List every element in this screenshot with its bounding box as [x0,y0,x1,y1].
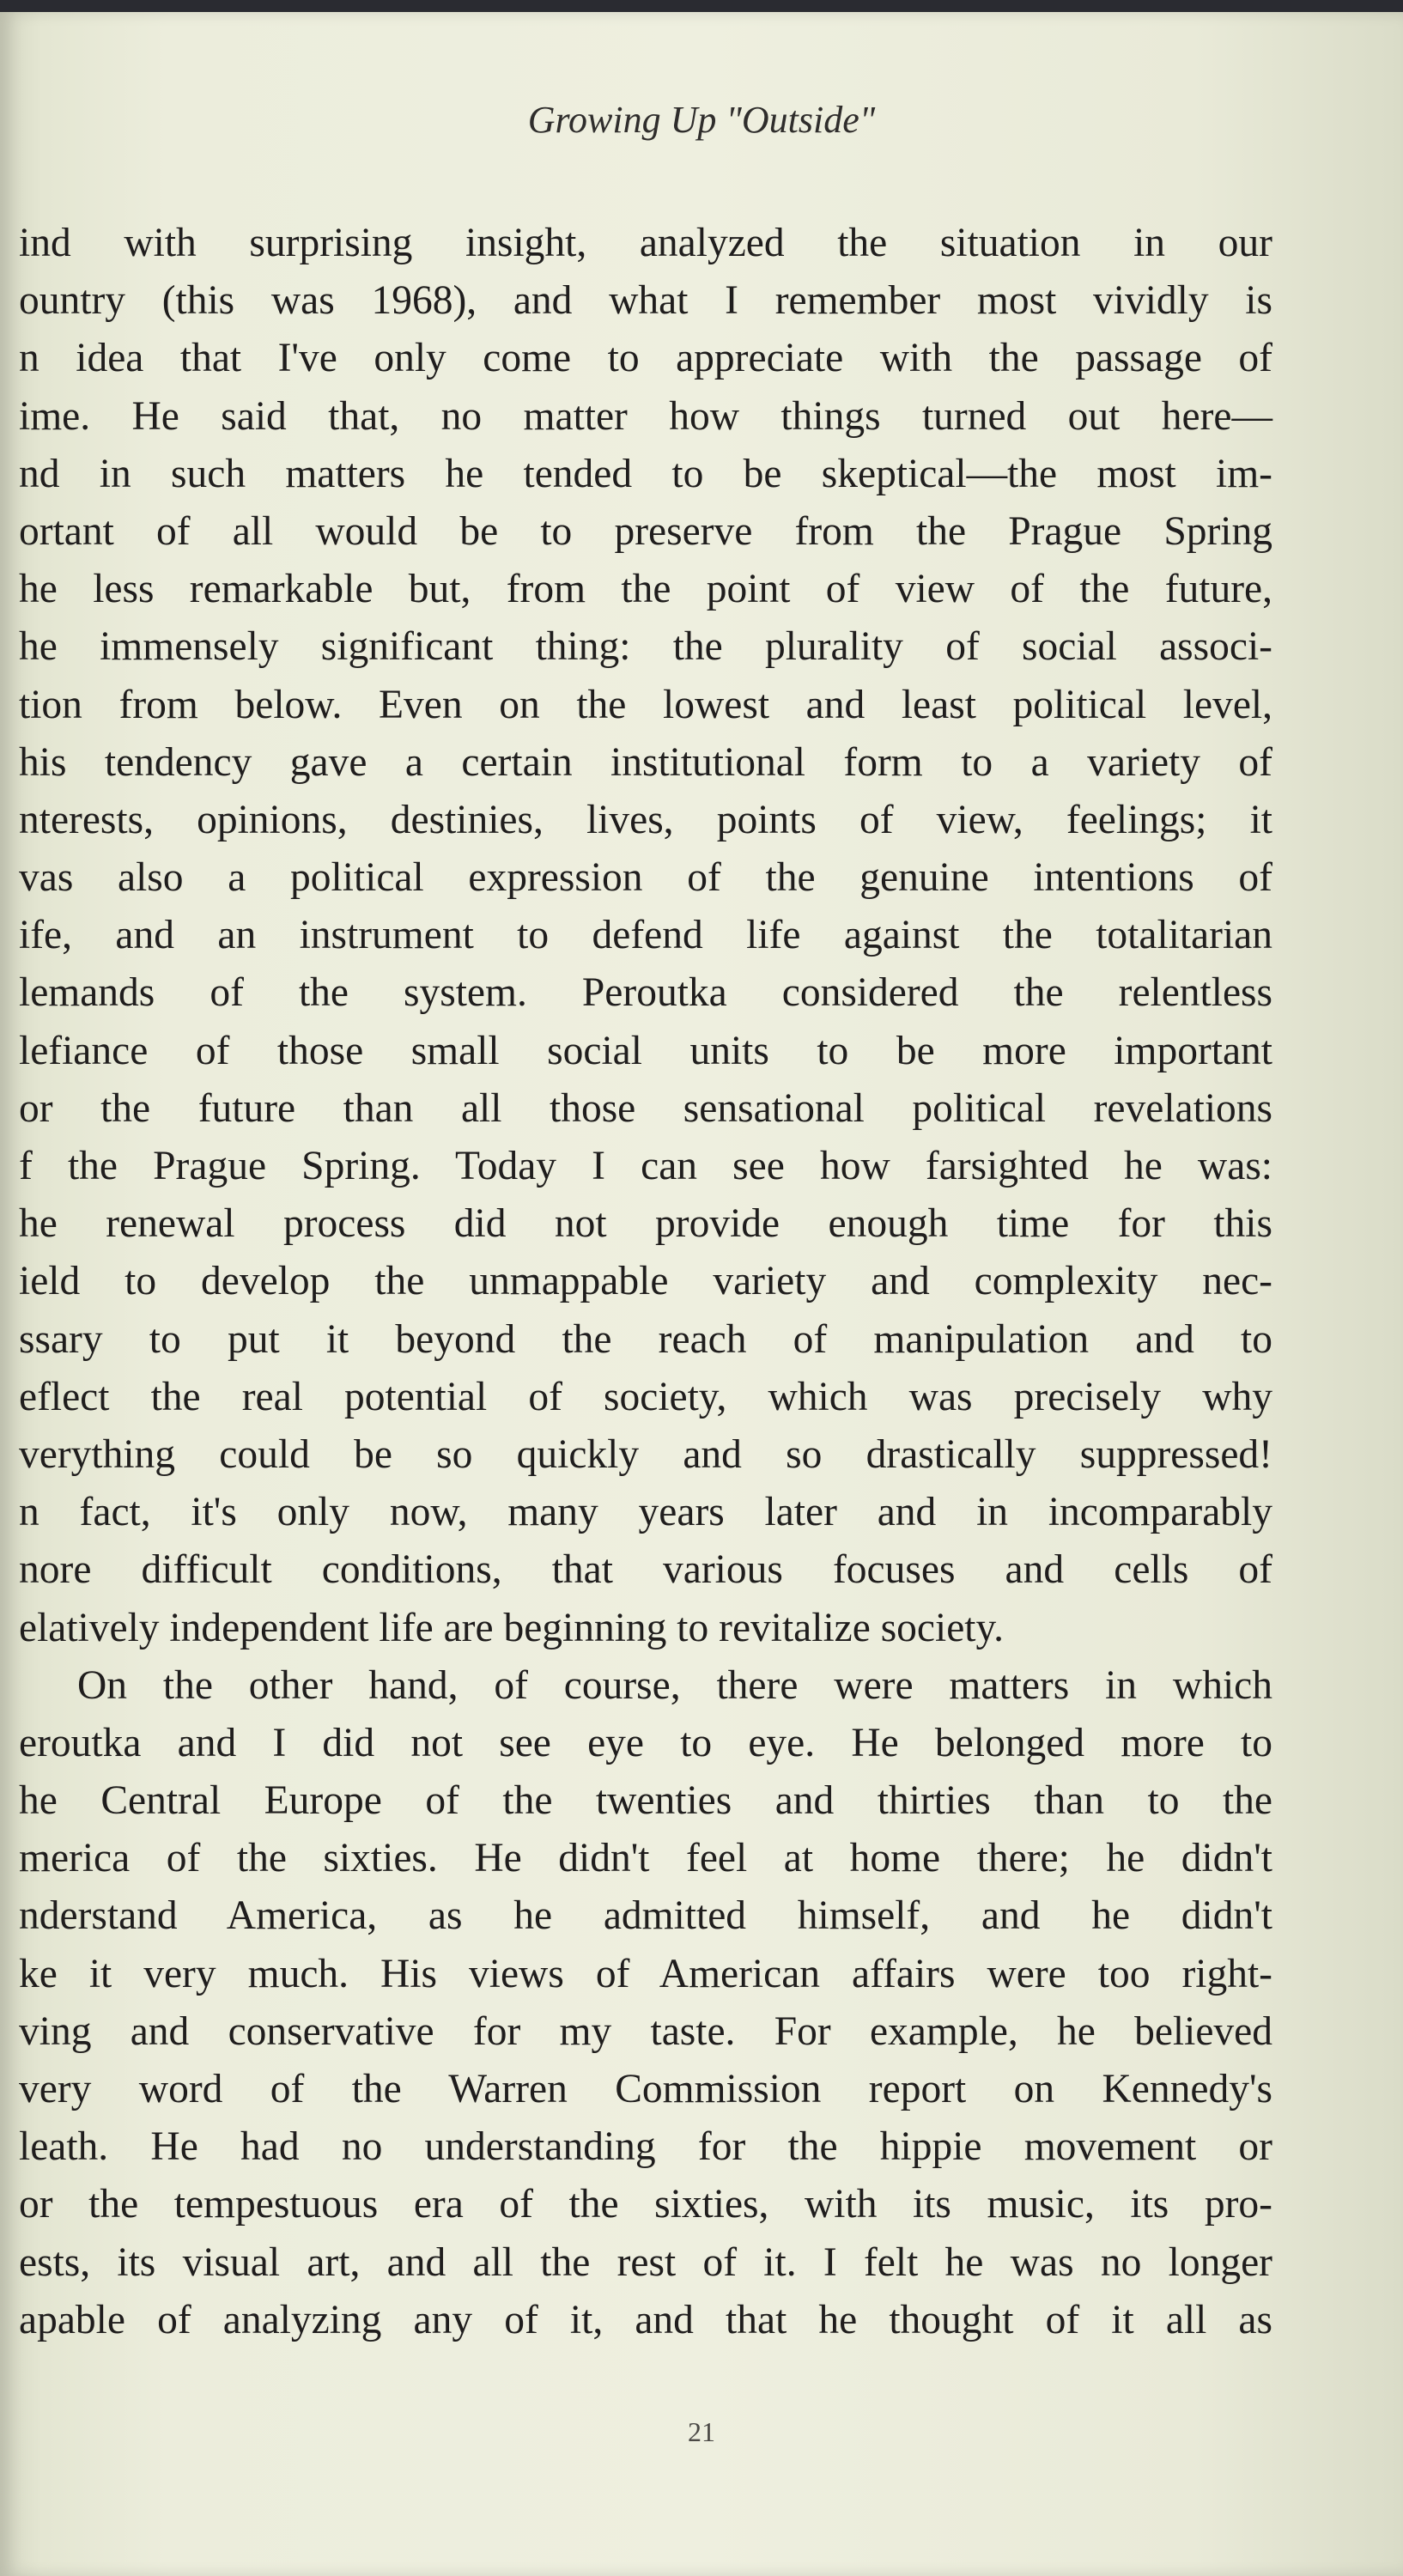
text-line: eroutka and I did not see eye to eye. He belonged more to [19,1720,1272,1765]
text-line: his tendency gave a certain institutional form to a variety of [19,739,1272,785]
text-line: ime. He said that, no matter how things turned out here— [19,393,1272,439]
text-line: f the Prague Spring. Today I can see how farsighted he was: [19,1144,1272,1188]
text-line: elatively independent life are beginning to revitalize society. [19,1605,1005,1650]
text-line: ving and conservative for my taste. For example, he believed [19,2008,1272,2054]
text-line: verything could be so quickly and so drastically suppressed! [19,1431,1272,1477]
page-number: 21 [688,2416,715,2447]
text-line: ind with surprising insight, analyzed the situation in our [19,221,1272,265]
text-line: nterests, opinions, destinies, lives, points of view, feelings; it [19,797,1272,842]
book-page [0,12,1403,2576]
running-head: Growing Up "Outside" [527,99,876,141]
text-line: leath. He had no understanding for the hippie movement or [19,2124,1272,2170]
text-line: nd in such matters he tended to be skeptical—the most im- [19,451,1272,496]
text-line: or the future than all those sensational political revelations [19,1085,1272,1131]
text-line: apable of analyzing any of it, and that he thought of it all as [19,2297,1272,2342]
text-line: lefiance of those small social units to be more important [19,1028,1272,1073]
text-line: ests, its visual art, and all the rest of it. I felt he was no longer [19,2239,1272,2285]
text-line: eflect the real potential of society, which was precisely why [19,1374,1272,1419]
text-line: On the other hand, of course, there were matters in which [77,1662,1272,1708]
text-line: he less remarkable but, from the point of view of the future, [19,567,1272,612]
text-line: ountry (this was 1968), and what I remember most vividly is [19,278,1272,324]
text-line: n fact, it's only now, many years later and in incomparably [19,1490,1272,1535]
text-line: he immensely significant thing: the plurality of social associ- [19,624,1272,670]
text-line: ke it very much. His views of American affairs were too right- [19,1951,1272,1996]
text-line: merica of the sixties. He didn't feel at home there; he didn't [19,1836,1272,1881]
text-line: nore difficult conditions, that various focuses and cells of [19,1547,1272,1593]
text-line: tion from below. Even on the lowest and least political level, [19,682,1272,727]
text-line: ife, and an instrument to defend life against the totalitarian [19,913,1272,958]
text-line: nderstand America, as he admitted himself, and he didn't [19,1893,1272,1939]
text-line: he Central Europe of the twenties and thirties than to the [19,1778,1272,1824]
text-line: ortant of all would be to preserve from the Prague Spring [19,508,1272,554]
text-line: ield to develop the unmappable variety and complexity nec- [19,1259,1272,1304]
text-line: n idea that I've only come to appreciate with the passage of [19,336,1272,381]
text-line: ssary to put it beyond the reach of manipulation and to [19,1316,1272,1362]
text-line: he renewal process did not provide enough time for this [19,1201,1272,1247]
body-text [19,215,1272,2349]
text-line: lemands of the system. Peroutka considered the relentless [19,970,1272,1016]
text-line: or the tempestuous era of the sixties, with its music, its pro- [19,2182,1272,2227]
text-line: vas also a political expression of the genuine intentions of [19,855,1272,901]
text-line: very word of the Warren Commission report on Kennedy's [19,2067,1272,2111]
